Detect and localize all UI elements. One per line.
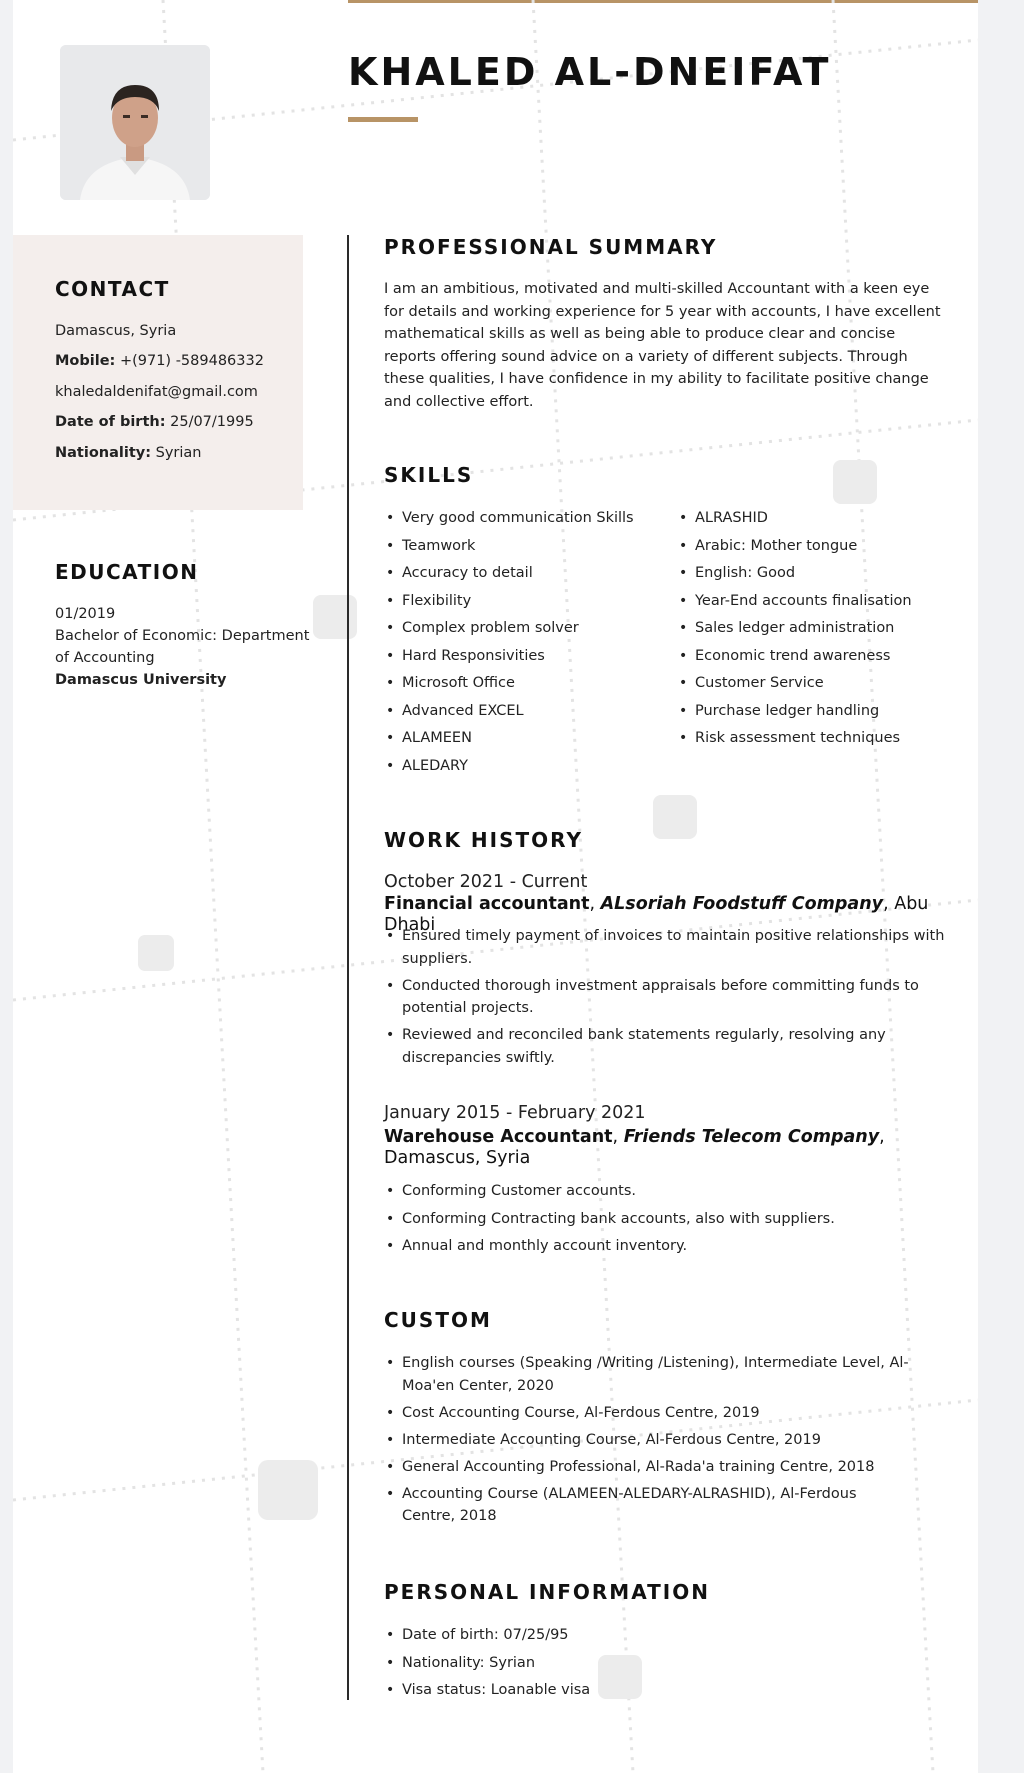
skill-item: • English: Good [677,562,977,590]
contact-mobile [55,353,264,369]
skill-item: • Customer Service [677,672,977,700]
profile-photo [60,45,210,200]
skill-item: • Economic trend awareness [677,645,977,673]
custom-list [384,1352,914,1532]
job-2-dates: January 2015 - February 2021 [384,1103,646,1123]
custom-item: • Cost Accounting Course, Al-Ferdous Centre, 2019 [384,1402,914,1425]
name-underline [348,117,418,122]
job-2-company: Friends Telecom Company [623,1127,880,1147]
nationality-value: Syrian [155,445,202,461]
custom-item: • Intermediate Accounting Course, Al-Ferdous Centre, 2019 [384,1429,914,1452]
skill-item: • ALAMEEN [384,727,664,755]
skill-item: • Hard Responsivities [384,645,664,673]
contact-nationality [55,445,201,461]
column-divider [347,235,349,1700]
job-bullet: • Annual and monthly account inventory. [384,1235,954,1263]
mobile-label: Mobile: [55,353,116,369]
contact-dob [55,414,254,430]
job-bullet: • Reviewed and reconciled bank statements regularly, resolving any discrepancies swiftly. [384,1024,954,1069]
skill-item: • Sales ledger administration [677,617,977,645]
job-bullet: • Conducted thorough investment appraisals before committing funds to potential projects. [384,975,954,1020]
job-1-dates: October 2021 - Current [384,872,588,892]
custom-item: • English courses (Speaking /Writing /Listening), Intermediate Level, Al-Moa'en Center, 2020 [384,1352,914,1397]
top-accent-line [348,0,978,3]
education-degree-line1: Bachelor of Economic: Department [55,628,310,644]
candidate-name: KHALED AL-DNEIFAT [348,50,832,94]
job-1-company: ALsoriah Foodstuff Company [600,894,884,914]
job-2-bullets [384,1180,954,1263]
work-heading: WORK HISTORY [384,828,583,852]
resume-page [13,0,978,1773]
contact-email[interactable]: khaledaldenifat@gmail.com [55,384,258,400]
skills-list-right [677,507,977,755]
personal-item: • Date of birth: 07/25/95 [384,1624,924,1652]
personal-list [384,1624,924,1707]
job-2-title-line: Warehouse Accountant, Friends Telecom Company, Damascus, Syria [384,1127,885,1168]
custom-heading: CUSTOM [384,1308,492,1332]
skill-item: • Flexibility [384,590,664,618]
education-school: Damascus University [55,672,227,688]
job-bullet: • Conforming Customer accounts. [384,1180,954,1208]
skill-item: • Advanced EXCEL [384,700,664,728]
skill-item: • Purchase ledger handling [677,700,977,728]
mobile-value: +(971) -589486332 [119,353,264,369]
job-1-title: Financial accountant [384,894,590,914]
skill-item: • ALRASHID [677,507,977,535]
summary-text: I am an ambitious, motivated and multi-skilled Accountant with a keen eye for details and working experience for 5 year with accounts, I have excellent mathematical skills as well as being able to produce clear and concise reports offering sound advice on a variety of different subjects. Through these qualities, I have confidence in my ability to facilitate positive change and collective effort. [384,281,941,410]
personal-item: • Nationality: Syrian [384,1652,924,1680]
summary-heading: PROFESSIONAL SUMMARY [384,235,718,259]
custom-item: • Accounting Course (ALAMEEN-ALEDARY-ALRASHID), Al-Ferdous Centre, 2018 [384,1483,914,1528]
job-2-title: Warehouse Accountant [384,1127,613,1147]
custom-item: • General Accounting Professional, Al-Rada'a training Centre, 2018 [384,1456,914,1479]
skills-list-left [384,507,664,782]
skill-item: • Very good communication Skills [384,507,664,535]
contact-city: Damascus, Syria [55,323,177,339]
skill-item: • ALEDARY [384,755,664,783]
job-1-location: , Abu Dhabi [384,894,929,935]
skill-item: • Year-End accounts finalisation [677,590,977,618]
skills-heading: SKILLS [384,463,474,487]
skill-item: • Accuracy to detail [384,562,664,590]
contact-heading: CONTACT [55,277,170,301]
dob-value: 25/07/1995 [170,414,254,430]
personal-item: • Visa status: Loanable visa [384,1679,924,1707]
dob-label: Date of birth: [55,414,166,430]
job-1-bullets [384,925,954,1074]
education-degree-line2: of Accounting [55,650,155,666]
skill-item: • Arabic: Mother tongue [677,535,977,563]
job-bullet: • Ensured timely payment of invoices to maintain positive relationships with suppliers. [384,925,954,970]
personal-heading: PERSONAL INFORMATION [384,1580,710,1604]
education-date: 01/2019 [55,606,116,622]
skill-item: • Complex problem solver [384,617,664,645]
skill-item: • Teamwork [384,535,664,563]
skill-item: • Microsoft Office [384,672,664,700]
job-1-title-line: Financial accountant, ALsoriah Foodstuff Company, Abu Dhabi [384,894,929,935]
skill-item: • Risk assessment techniques [677,727,977,755]
job-bullet: • Conforming Contracting bank accounts, also with suppliers. [384,1208,954,1236]
education-heading: EDUCATION [55,560,199,584]
job-2-location: , Damascus, Syria [384,1127,885,1168]
nationality-label: Nationality: [55,445,152,461]
